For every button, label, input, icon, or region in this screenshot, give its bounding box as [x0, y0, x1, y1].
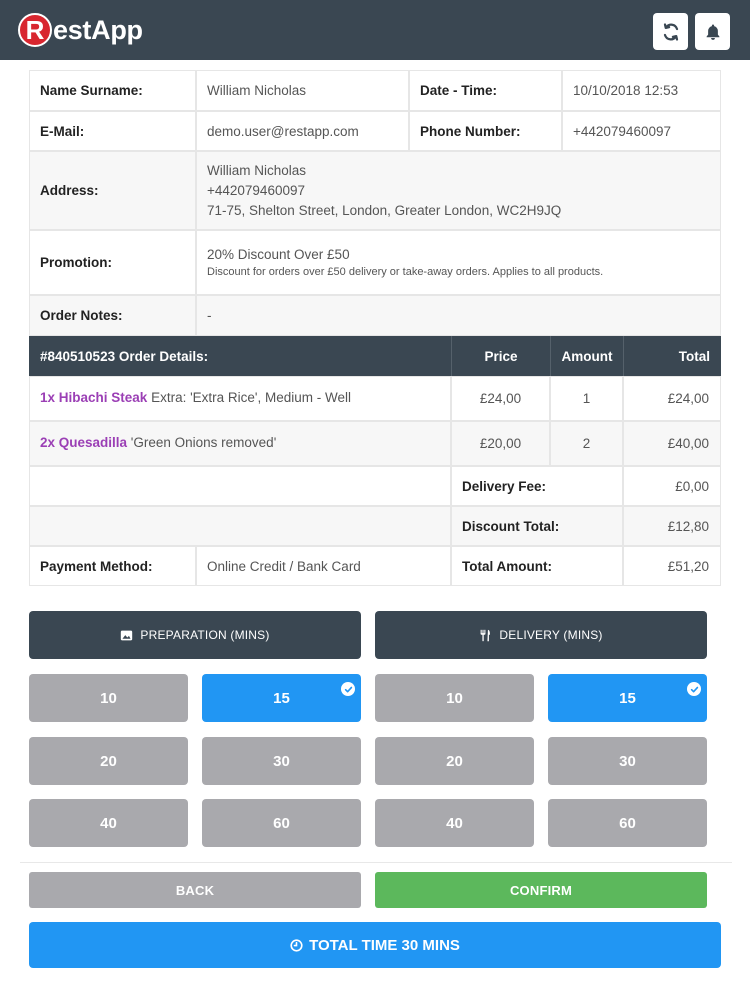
order-title: #840510523 Order Details:: [40, 348, 209, 364]
refresh-icon: [662, 23, 680, 41]
prep-option-60[interactable]: 60: [202, 799, 361, 847]
order-item-name: 2x Quesadilla: [40, 435, 128, 450]
prep-option-label: 15: [273, 689, 290, 707]
name-label: Name Surname:: [29, 70, 196, 111]
order-item: [29, 421, 451, 466]
image-icon: [120, 629, 133, 642]
refresh-button[interactable]: [653, 13, 688, 50]
clock-icon: [290, 939, 303, 952]
notes-value: -: [196, 295, 721, 336]
empty-cell: [29, 506, 451, 546]
delivery-option-10[interactable]: 10: [375, 674, 534, 722]
delivery-label: DELIVERY (MINS): [499, 628, 603, 642]
delivery-option-60[interactable]: 60: [548, 799, 707, 847]
total-time-button[interactable]: [29, 922, 721, 968]
payment-method-value: Online Credit / Bank Card: [196, 546, 451, 586]
delivery-fee-label: Delivery Fee:: [451, 466, 623, 506]
bell-icon: [704, 23, 722, 41]
phone-value: +442079460097: [562, 111, 721, 151]
prep-option-15[interactable]: [202, 674, 361, 722]
date-label: Date - Time:: [409, 70, 562, 111]
check-icon: [341, 682, 355, 696]
price-column-header: Price: [451, 336, 550, 376]
restapp-logo[interactable]: [18, 9, 143, 51]
promotion-title: 20% Discount Over £50: [207, 247, 350, 262]
name-value: William Nicholas: [196, 70, 409, 111]
prep-option-10[interactable]: 10: [29, 674, 188, 722]
address-line: William Nicholas: [207, 162, 307, 178]
order-item: [29, 376, 451, 421]
total-amount-label: Total Amount:: [451, 546, 623, 586]
delivery-option-20[interactable]: 20: [375, 737, 534, 785]
prep-option-30[interactable]: 30: [202, 737, 361, 785]
check-icon: [687, 682, 701, 696]
address-label: Address:: [29, 151, 196, 230]
top-bar: [0, 0, 750, 60]
email-value: demo.user@restapp.com: [196, 111, 409, 151]
promotion-value: [196, 230, 721, 295]
delivery-option-15[interactable]: [548, 674, 707, 722]
email-label: E-Mail:: [29, 111, 196, 151]
total-time-label: TOTAL TIME 30 MINS: [309, 936, 460, 954]
order-item-extra: Extra: 'Extra Rice', Medium - Well: [147, 390, 352, 405]
address-value: [196, 151, 721, 230]
phone-label: Phone Number:: [409, 111, 562, 151]
order-item-amount: 2: [550, 421, 623, 466]
order-item-extra: 'Green Onions removed': [127, 435, 277, 450]
order-details-header: [29, 336, 721, 376]
order-item-price: £24,00: [451, 376, 550, 421]
order-item-price: £20,00: [451, 421, 550, 466]
notifications-button[interactable]: [695, 13, 730, 50]
total-amount-value: £51,20: [623, 546, 721, 586]
prep-option-40[interactable]: 40: [29, 799, 188, 847]
prep-option-20[interactable]: 20: [29, 737, 188, 785]
delivery-fee-value: £0,00: [623, 466, 721, 506]
delivery-option-30[interactable]: 30: [548, 737, 707, 785]
preparation-header-button[interactable]: [29, 611, 361, 659]
address-line: +442079460097: [207, 182, 305, 198]
delivery-option-40[interactable]: 40: [375, 799, 534, 847]
order-item-total: £24,00: [623, 376, 721, 421]
notes-label: Order Notes:: [29, 295, 196, 336]
order-item-amount: 1: [550, 376, 623, 421]
cutlery-icon: [479, 629, 492, 642]
delivery-header-button[interactable]: [375, 611, 707, 659]
discount-value: £12,80: [623, 506, 721, 546]
confirm-button[interactable]: CONFIRM: [375, 872, 707, 908]
amount-column-header: Amount: [550, 336, 623, 376]
back-button[interactable]: BACK: [29, 872, 361, 908]
discount-label: Discount Total:: [451, 506, 623, 546]
date-value: 10/10/2018 12:53: [562, 70, 721, 111]
divider: [20, 862, 732, 863]
logo-letter: R: [18, 13, 52, 47]
promotion-label: Promotion:: [29, 230, 196, 295]
order-item-total: £40,00: [623, 421, 721, 466]
delivery-option-label: 15: [619, 689, 636, 707]
address-line: 71-75, Shelton Street, London, Greater London, WC2H9JQ: [207, 202, 562, 218]
order-item-name: 1x Hibachi Steak: [40, 390, 148, 405]
logo-text: estApp: [53, 14, 143, 45]
preparation-label: PREPARATION (MINS): [140, 628, 270, 642]
payment-method-label: Payment Method:: [29, 546, 196, 586]
total-column-header: Total: [623, 336, 721, 376]
empty-cell: [29, 466, 451, 506]
promotion-description: Discount for orders over £50 delivery or take-away orders. Applies to all products.: [207, 266, 604, 278]
